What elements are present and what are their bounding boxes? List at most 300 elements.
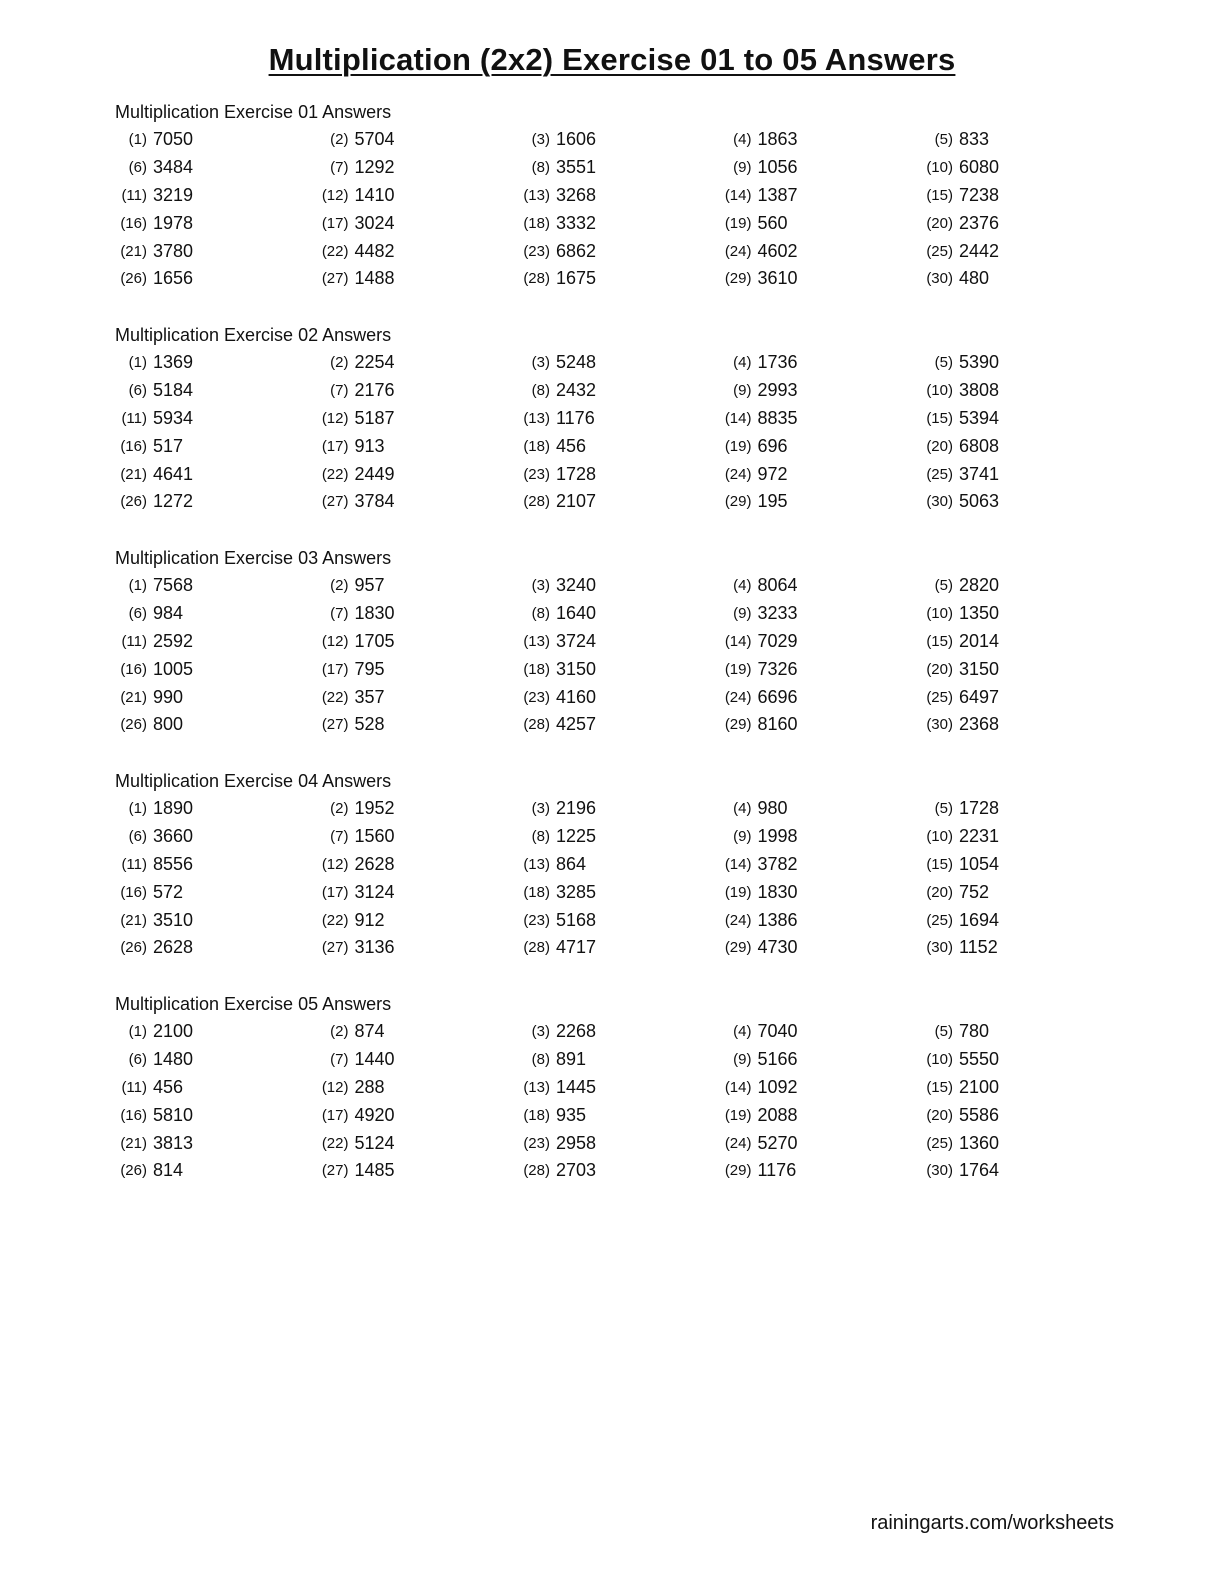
answer-value: 5390 (959, 352, 1000, 373)
answer-value: 1176 (757, 1160, 797, 1181)
answer-value: 3610 (757, 268, 798, 289)
answer-value: 972 (757, 463, 788, 484)
answer-item (720, 851, 922, 879)
answer-item (720, 209, 922, 237)
answer-item (317, 154, 519, 182)
answer-number: (2) (330, 1023, 349, 1041)
answer-value: 3660 (153, 826, 194, 847)
answer-item (921, 878, 1123, 906)
answer-value: 3150 (556, 658, 597, 679)
answer-number: (10) (926, 159, 953, 177)
answer-value: 1176 (556, 407, 595, 428)
answer-item (317, 934, 519, 962)
answer-number: (28) (523, 1162, 550, 1180)
answer-value: 1056 (757, 157, 798, 178)
answer-number: (16) (120, 883, 147, 901)
answer-value: 2176 (354, 380, 395, 401)
answer-item (115, 906, 317, 934)
answer-item (720, 488, 922, 516)
answer-item (115, 126, 317, 154)
answer-item (317, 237, 519, 265)
answer-number: (16) (120, 660, 147, 678)
answer-value: 1560 (354, 826, 395, 847)
answer-number: (30) (926, 493, 953, 511)
answer-number: (9) (733, 828, 752, 846)
answer-value: 4641 (153, 463, 194, 484)
answer-value: 1675 (556, 268, 597, 289)
answer-value: 456 (556, 435, 587, 456)
answer-value: 2100 (153, 1021, 194, 1042)
answer-item (921, 460, 1123, 488)
answers-grid (115, 1018, 1115, 1185)
answer-number: (23) (523, 688, 550, 706)
answer-number: (14) (724, 1078, 752, 1096)
answer-value: 1445 (556, 1076, 597, 1097)
answer-number: (1) (128, 800, 147, 818)
answer-item (518, 126, 720, 154)
answer-value: 3150 (959, 658, 1000, 679)
answer-item (921, 1129, 1123, 1157)
answer-value: 1606 (556, 129, 597, 150)
answer-value: 3724 (556, 630, 597, 651)
answers-grid (115, 349, 1115, 516)
answer-number: (7) (330, 1051, 349, 1069)
answer-item (921, 628, 1123, 656)
answer-value: 833 (959, 129, 990, 150)
answer-value: 2107 (556, 491, 597, 512)
answer-value: 2703 (556, 1160, 597, 1181)
answer-value: 7238 (959, 184, 1000, 205)
answer-value: 2958 (556, 1132, 597, 1153)
answer-number: (27) (321, 939, 349, 957)
answer-item (921, 655, 1123, 683)
answer-value: 5187 (354, 407, 395, 428)
answer-number: (1) (128, 1023, 147, 1041)
answer-number: (9) (733, 382, 752, 400)
answer-number: (23) (523, 465, 550, 483)
answer-value: 1292 (354, 157, 395, 178)
answer-value: 2376 (959, 212, 1000, 233)
answer-item (115, 823, 317, 851)
answer-value: 3124 (354, 881, 395, 902)
answer-number: (13) (523, 409, 550, 427)
answer-value: 5270 (757, 1132, 798, 1153)
answer-value: 3808 (959, 380, 1000, 401)
answer-number: (11) (121, 1078, 147, 1096)
answer-item (317, 628, 519, 656)
answer-number: (8) (531, 382, 550, 400)
answer-value: 912 (354, 909, 385, 930)
answer-item (115, 711, 317, 739)
footer-website: rainingarts.com/worksheets (870, 1512, 1114, 1534)
answer-value: 3268 (556, 184, 597, 205)
answer-item (115, 1157, 317, 1185)
answer-value: 3782 (757, 853, 798, 874)
answer-number: (16) (120, 437, 147, 455)
answer-value: 6696 (757, 686, 798, 707)
section-title: Multiplication Exercise 03 Answers (115, 548, 392, 568)
answer-number: (6) (128, 159, 147, 177)
answer-number: (1) (128, 354, 147, 372)
answer-item (518, 1018, 720, 1046)
answer-item (115, 349, 317, 377)
answer-value: 195 (757, 491, 788, 512)
answer-value: 4482 (354, 240, 395, 261)
answer-number: (19) (724, 214, 752, 232)
answer-item (518, 851, 720, 879)
answer-item (720, 628, 922, 656)
answer-value: 456 (153, 1076, 184, 1097)
answer-item (720, 655, 922, 683)
answer-value: 3551 (556, 157, 597, 178)
answer-value: 935 (556, 1104, 587, 1125)
answer-item (317, 405, 519, 433)
answer-item (921, 795, 1123, 823)
answer-item (518, 795, 720, 823)
answer-value: 4257 (556, 714, 597, 735)
answer-item (317, 600, 519, 628)
answer-item (317, 209, 519, 237)
exercise-answers-section (115, 768, 1115, 991)
answer-item (921, 1074, 1123, 1102)
answer-item (317, 377, 519, 405)
answer-value: 528 (354, 714, 385, 735)
answer-value: 1440 (354, 1049, 395, 1070)
answer-number: (10) (926, 605, 953, 623)
answer-value: 891 (556, 1049, 587, 1070)
answer-item (317, 460, 519, 488)
answer-item (115, 683, 317, 711)
answer-number: (14) (724, 855, 752, 873)
answer-item (720, 154, 922, 182)
answer-value: 7326 (757, 658, 798, 679)
answer-number: (10) (926, 828, 953, 846)
answer-item (720, 572, 922, 600)
answer-number: (15) (926, 409, 953, 427)
answer-number: (26) (120, 1162, 147, 1180)
answer-number: (2) (330, 131, 349, 149)
answer-item (115, 237, 317, 265)
answer-number: (28) (523, 493, 550, 511)
exercise-answers-section (115, 545, 1115, 768)
answer-value: 1360 (959, 1132, 1000, 1153)
answer-number: (28) (523, 716, 550, 734)
answer-number: (24) (724, 242, 752, 260)
answer-number: (13) (523, 1078, 550, 1096)
answer-number: (20) (926, 660, 953, 678)
answer-number: (17) (321, 660, 349, 678)
answer-number: (23) (523, 911, 550, 929)
answer-item (518, 1129, 720, 1157)
answer-value: 1005 (153, 658, 194, 679)
answer-number: (24) (724, 911, 752, 929)
answer-value: 1640 (556, 603, 597, 624)
answer-value: 3285 (556, 881, 597, 902)
answer-item (317, 823, 519, 851)
answer-item (115, 572, 317, 600)
answer-number: (29) (724, 493, 752, 511)
answer-item (720, 878, 922, 906)
answer-number: (13) (523, 855, 550, 873)
answer-item (115, 405, 317, 433)
answer-value: 1386 (757, 909, 798, 930)
answer-item (317, 683, 519, 711)
answer-number: (24) (724, 465, 752, 483)
answer-number: (12) (321, 1078, 349, 1096)
answer-value: 1054 (959, 853, 1000, 874)
answer-number: (20) (926, 437, 953, 455)
answer-item (317, 851, 519, 879)
answer-value: 1978 (153, 212, 194, 233)
answer-number: (3) (531, 577, 550, 595)
answer-number: (6) (128, 1051, 147, 1069)
answer-value: 2628 (354, 853, 395, 874)
answer-number: (12) (321, 632, 349, 650)
answer-number: (17) (321, 214, 349, 232)
answer-value: 6080 (959, 157, 1000, 178)
answer-item (720, 795, 922, 823)
answer-value: 1863 (757, 129, 798, 150)
answer-item (921, 572, 1123, 600)
answer-number: (4) (733, 1023, 752, 1041)
answer-value: 1694 (959, 909, 1000, 930)
answer-item (720, 182, 922, 210)
answer-number: (27) (321, 493, 349, 511)
answer-value: 1952 (354, 798, 395, 819)
answer-number: (29) (724, 1162, 752, 1180)
answer-item (518, 1074, 720, 1102)
answer-value: 4730 (757, 937, 798, 958)
answer-value: 3784 (354, 491, 395, 512)
answer-number: (27) (321, 716, 349, 734)
answer-value: 1728 (959, 798, 1000, 819)
answer-item (317, 878, 519, 906)
answer-number: (5) (934, 577, 953, 595)
answer-item (921, 405, 1123, 433)
answer-item (518, 823, 720, 851)
answer-value: 780 (959, 1021, 990, 1042)
answer-item (720, 405, 922, 433)
answer-item (317, 1018, 519, 1046)
answer-item (518, 237, 720, 265)
answer-number: (2) (330, 800, 349, 818)
answer-item (317, 265, 519, 293)
answer-sections (115, 99, 1115, 1214)
answer-number: (19) (724, 437, 752, 455)
answer-value: 2993 (757, 380, 798, 401)
answer-item (317, 711, 519, 739)
answer-number: (6) (128, 605, 147, 623)
answer-item (518, 655, 720, 683)
answer-value: 1488 (354, 268, 395, 289)
answer-value: 5810 (153, 1104, 194, 1125)
answer-number: (25) (926, 688, 953, 706)
answer-item (720, 683, 922, 711)
answer-item (720, 1157, 922, 1185)
answer-number: (27) (321, 1162, 349, 1180)
answer-value: 1272 (153, 491, 194, 512)
answer-item (317, 655, 519, 683)
answer-item (518, 460, 720, 488)
answer-item (921, 237, 1123, 265)
answer-item (921, 934, 1123, 962)
answer-value: 2196 (556, 798, 597, 819)
answer-item (720, 460, 922, 488)
answer-number: (12) (321, 186, 349, 204)
answer-number: (16) (120, 214, 147, 232)
answer-value: 5934 (153, 407, 194, 428)
answer-value: 1736 (757, 352, 798, 373)
answer-value: 5550 (959, 1049, 1000, 1070)
answer-number: (28) (523, 939, 550, 957)
answer-number: (18) (523, 214, 550, 232)
answer-number: (11) (121, 409, 147, 427)
answer-item (518, 683, 720, 711)
answer-item (720, 1074, 922, 1102)
answer-value: 8160 (757, 714, 798, 735)
answer-value: 8064 (757, 575, 798, 596)
answer-number: (14) (724, 186, 752, 204)
answer-number: (19) (724, 883, 752, 901)
answer-number: (7) (330, 159, 349, 177)
answer-number: (24) (724, 688, 752, 706)
answer-item (115, 1074, 317, 1102)
answer-number: (26) (120, 493, 147, 511)
answer-value: 1830 (354, 603, 395, 624)
answer-number: (22) (321, 1134, 349, 1152)
answer-value: 800 (153, 714, 184, 735)
answer-item (518, 934, 720, 962)
answer-item (317, 1157, 519, 1185)
answer-number: (21) (120, 911, 147, 929)
answer-value: 6497 (959, 686, 1000, 707)
answer-number: (30) (926, 939, 953, 957)
answer-value: 3332 (556, 212, 597, 233)
answer-item (317, 488, 519, 516)
answer-item (518, 572, 720, 600)
answer-number: (18) (523, 437, 550, 455)
answer-item (317, 795, 519, 823)
answer-number: (3) (531, 354, 550, 372)
answer-item (921, 349, 1123, 377)
answer-value: 2368 (959, 714, 1000, 735)
answer-number: (10) (926, 382, 953, 400)
answer-number: (30) (926, 716, 953, 734)
answer-value: 1369 (153, 352, 194, 373)
answer-value: 1480 (153, 1049, 194, 1070)
answer-value: 5166 (757, 1049, 798, 1070)
answer-value: 8835 (757, 407, 798, 428)
answer-value: 4602 (757, 240, 798, 261)
answer-item (921, 1046, 1123, 1074)
answer-item (921, 488, 1123, 516)
answer-value: 480 (959, 268, 990, 289)
answer-value: 4717 (556, 937, 597, 958)
answer-item (317, 1046, 519, 1074)
answer-number: (7) (330, 382, 349, 400)
answer-number: (2) (330, 354, 349, 372)
answer-value: 2449 (354, 463, 395, 484)
answer-value: 7040 (757, 1021, 798, 1042)
answer-number: (22) (321, 242, 349, 260)
answer-number: (18) (523, 1106, 550, 1124)
answer-number: (13) (523, 632, 550, 650)
answer-value: 1350 (959, 603, 1000, 624)
answer-item (921, 1101, 1123, 1129)
answer-number: (25) (926, 242, 953, 260)
answer-item (720, 1101, 922, 1129)
answer-item (317, 906, 519, 934)
answer-value: 2628 (153, 937, 194, 958)
answer-item (115, 460, 317, 488)
answer-value: 2592 (153, 630, 194, 651)
answer-number: (20) (926, 883, 953, 901)
answer-item (921, 265, 1123, 293)
answer-number: (23) (523, 242, 550, 260)
answer-value: 1890 (153, 798, 194, 819)
answer-value: 3219 (153, 184, 194, 205)
answer-value: 3780 (153, 240, 194, 261)
answer-item (921, 126, 1123, 154)
answer-value: 1225 (556, 826, 597, 847)
answer-item (518, 600, 720, 628)
answer-number: (9) (733, 159, 752, 177)
answer-item (518, 154, 720, 182)
answer-item (720, 377, 922, 405)
answer-value: 1764 (959, 1160, 1000, 1181)
answer-item (720, 349, 922, 377)
answer-number: (7) (330, 828, 349, 846)
answer-value: 8556 (153, 853, 194, 874)
answer-number: (14) (724, 632, 752, 650)
answer-value: 4920 (354, 1104, 395, 1125)
answer-item (115, 1101, 317, 1129)
answer-value: 7029 (757, 630, 798, 651)
answer-item (115, 1046, 317, 1074)
answer-value: 5586 (959, 1104, 1000, 1125)
answer-item (518, 377, 720, 405)
answer-number: (11) (121, 186, 147, 204)
answer-item (115, 934, 317, 962)
answer-item (720, 1046, 922, 1074)
answer-item (921, 1018, 1123, 1046)
section-title: Multiplication Exercise 04 Answers (115, 771, 392, 791)
answer-item (921, 432, 1123, 460)
answer-item (518, 405, 720, 433)
answer-number: (4) (733, 131, 752, 149)
answer-number: (26) (120, 939, 147, 957)
answer-item (317, 349, 519, 377)
answer-item (518, 182, 720, 210)
answer-item (317, 1074, 519, 1102)
answer-value: 3813 (153, 1132, 194, 1153)
answer-number: (21) (120, 465, 147, 483)
answer-item (317, 182, 519, 210)
answer-item (115, 1018, 317, 1046)
answer-value: 2432 (556, 380, 597, 401)
answer-item (720, 432, 922, 460)
answer-value: 1387 (757, 184, 798, 205)
answer-item (518, 1157, 720, 1185)
answer-item (518, 265, 720, 293)
answer-item (115, 488, 317, 516)
answer-value: 984 (153, 603, 184, 624)
answer-value: 3240 (556, 575, 597, 596)
answer-item (720, 823, 922, 851)
answer-item (317, 1101, 519, 1129)
answer-item (518, 209, 720, 237)
answer-value: 3136 (354, 937, 395, 958)
